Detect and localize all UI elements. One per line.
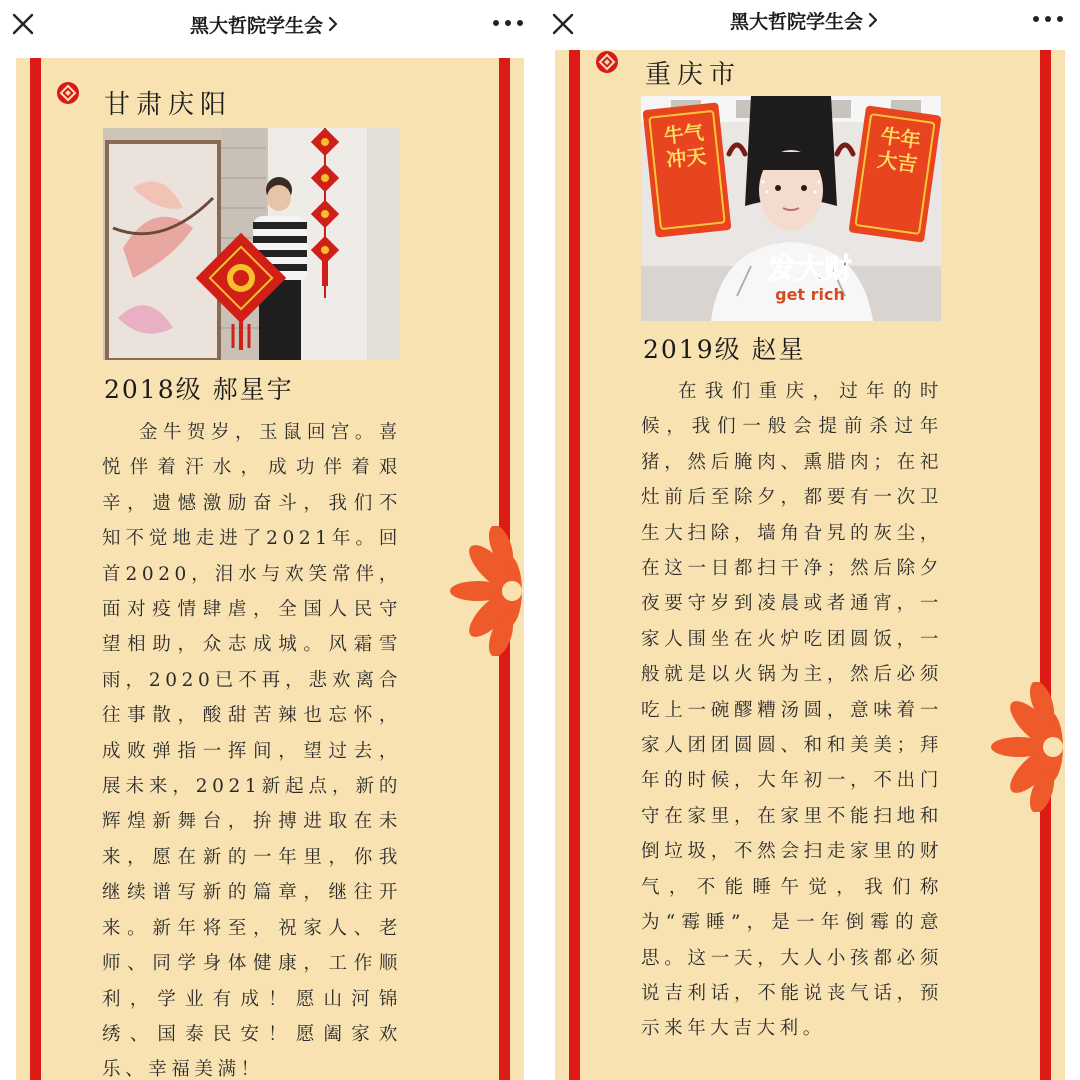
hometown-title: 重庆市 — [645, 60, 742, 90]
more-icon[interactable] — [490, 10, 524, 36]
close-icon[interactable] — [10, 8, 36, 38]
student-photo — [641, 96, 941, 321]
top-bar — [546, 0, 1080, 50]
sticker-text-bottom: 发大财 — [767, 252, 852, 285]
hometown-title: 甘肃庆阳 — [104, 90, 233, 120]
sticker-text-bottom-en: get rich — [775, 285, 845, 304]
close-icon[interactable] — [550, 8, 576, 38]
student-name: 2019级 赵星 — [643, 335, 806, 364]
chevron-right-icon — [328, 16, 338, 32]
flower-decoration — [426, 526, 524, 656]
article-body: 金牛贺岁，玉鼠回宫。喜悦伴着汗水，成功伴着艰辛，遗憾激励奋斗，我们不知不觉地走进了2021年。回首2020，泪水与欢笑常伴，面对疫情肆虐，全国人民守望相助，众志成城。风霜雪雨，2020已不再，悲欢离合往事散，酸甜苦辣也忘怀，成败弹指一挥间，望过去，展未来，2021新起点，新的辉煌新舞台，拚搏进取在未来，愿在新的一年里，你我继续谱写新的篇章，继往开来。新年将至，祝家人、老师、同学身体健康，工作顺利，学业有成！愿山河锦绣、国泰民安！愿阖家欢乐、幸福美满！ — [102, 422, 402, 1080]
chinese-knot-icon — [595, 50, 619, 74]
article-card — [16, 58, 524, 1080]
account-name[interactable]: 黑大哲院学生会 — [190, 14, 324, 37]
article-card — [555, 50, 1065, 1080]
red-border-left — [30, 58, 41, 1080]
article-body: 在我们重庆，过年的时候，我们一般会提前杀过年猪，然后腌肉、熏腊肉；在祀灶前后至除夕，都要有一次卫生大扫除，墙角旮旯的灰尘，在这一日都扫干净；然后除夕夜要守岁到凌晨或者通宵，一家人围坐在火炉吃团圆饭，一般就是以火锅为主，然后必须吃上一碗醪糟汤圆，意味着一家人团团圆圆、和和美美；拜年的时候，大年初一，不出门守在家里，在家里不能扫地和倒垃圾，不然会扫走家里的财气，不能睡午觉，我们称为“霉睡”，是一年倒霉的意思。这一天，大人小孩都必须说吉利话，不能说丧气话，预示来年大吉大利。 — [641, 381, 943, 1040]
red-border-right — [1040, 50, 1051, 1080]
red-border-left — [569, 50, 580, 1080]
account-title[interactable] — [730, 6, 878, 34]
sticker-text-left: 牛气冲天 — [662, 120, 708, 172]
sticker-text-right: 牛年大吉 — [875, 123, 923, 177]
flower-decoration — [967, 682, 1065, 812]
student-photo — [103, 128, 400, 360]
account-title[interactable] — [190, 10, 338, 38]
more-icon[interactable] — [1030, 6, 1066, 32]
top-bar — [0, 0, 524, 50]
chinese-knot-icon — [56, 81, 80, 105]
chevron-right-icon — [868, 12, 878, 28]
account-name[interactable]: 黑大哲院学生会 — [730, 10, 864, 33]
student-name: 2018级 郝星宇 — [104, 375, 294, 404]
right-screenshot — [546, 0, 1080, 1080]
left-screenshot — [0, 0, 524, 1080]
